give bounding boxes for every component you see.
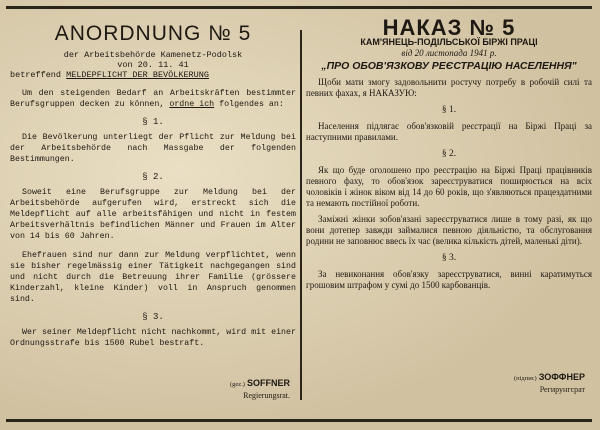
ukrainian-paragraph-2: Як що буде оголошено про реєстрацію на Біржі Праці працівників певного фаху, то обов'язок зареєструватися поширюється на всіх чоловіків і жінок віком від 14 до 60 років, що з'являються працездатними та немають постійної роботи. — [306, 165, 592, 208]
ukrainian-title: НАКАЗ № 5 — [382, 15, 516, 40]
german-title: ANORDNUNG № 5 — [54, 22, 252, 45]
german-subject-main: MELDEPFLICHT DER BEVÖLKERUNG — [66, 70, 209, 80]
german-signature-prefix: (gez.) — [230, 381, 245, 388]
ukrainian-signature-prefix: (підпис) — [513, 375, 537, 382]
german-section-3: § 3. — [142, 312, 164, 322]
ukrainian-subtitle: „ПРО ОБОВ'ЯЗКОВУ РЕЄСТРАЦІЮ НАСЕЛЕННЯ" — [321, 60, 577, 72]
german-section-1: § 1. — [142, 117, 164, 127]
german-signature — [150, 378, 290, 401]
ukrainian-paragraph-3: Заміжні жінки зобов'язані зареєструватися лише в тому разі, як що вони дотепер завжди займалися певною діяльністю, та обслуговання родини не заповнює ввесь їх час (велика кількість дітей, маленькі діти). — [306, 214, 592, 246]
ukrainian-section-1: § 1. — [441, 105, 457, 115]
ukrainian-section-2: § 2. — [441, 149, 457, 159]
german-subject-prefix: betreffend — [10, 70, 62, 80]
bottom-border-line — [6, 419, 592, 422]
german-authority: der Arbeitsbehörde Kamenetz-Podolsk — [63, 50, 243, 60]
german-signature-name: SOFFNER — [246, 378, 290, 388]
german-intro-end: folgendes an: — [219, 100, 284, 109]
german-intro-text: Um den steigenden Bedarf an Arbeitskräften bestimmter Berufsgruppen decken zu können, — [10, 89, 296, 109]
column-divider — [300, 30, 302, 400]
german-paragraph-3: Ehefrauen sind nur dann zur Meldung verpflichtet, wenn sie bisher regelmässig einer Tätigkeit nachgegangen sind und nicht durch die Betreuung ihrer Familie (grössere Kinderzahl, kleine Kinder) voll in Anspruch genommen sind. — [10, 251, 296, 304]
german-paragraph-4: Wer seiner Meldepflicht nicht nachkommt, wird mit einer Ordnungsstrafe bis 1500 Rubel bestraft. — [10, 328, 296, 348]
german-column — [10, 14, 296, 349]
german-signature-title: Regierungsrat. — [243, 391, 290, 400]
german-subject — [10, 70, 296, 80]
ukrainian-paragraph-4: За невиконання обов'язку зареєструватися, винні каратимуться грошовим штрафом у сумі до 1500 карбованців. — [306, 269, 592, 290]
ukrainian-date: від 20 листопада 1941 р. — [401, 48, 497, 58]
ukrainian-signature-name: ЗОФФНЕР — [538, 372, 585, 382]
german-date: von 20. 11. 41 — [117, 60, 189, 70]
ukrainian-authority: КАМ'ЯНЕЦЬ-ПОДІЛЬСЬКОЇ БІРЖІ ПРАЦІ — [360, 37, 538, 47]
ukrainian-column — [306, 14, 592, 291]
ukrainian-intro: Щоби мати змогу задовольнити ростучу потребу в робочій силі та певних фахах, я НАКАЗУЮ: — [306, 77, 592, 98]
german-section-2: § 2. — [142, 172, 164, 182]
german-paragraph-1: Die Bevölkerung unterliegt der Pflicht zur Meldung bei der Arbeitsbehörde nach Massgabe der folgenden Bestimmungen. — [10, 133, 296, 164]
ukrainian-signature-title: Регирунгсрат — [539, 385, 585, 394]
german-intro-underlined: ordne ich — [169, 100, 215, 109]
ukrainian-paragraph-1: Населення підлягає обов'язковій реєстрації на Біржі Праці за наступними правилами. — [306, 121, 592, 142]
ukrainian-section-3: § 3. — [441, 253, 457, 263]
ukrainian-signature — [440, 372, 585, 395]
german-paragraph-2: Soweit eine Berufsgruppe zur Meldung bei der Arbeitsbehörde aufgerufen wird, erstreckt sich die Meldepflicht auf alle arbeitsfähigen und nicht in festem Arbeitsverhältnis befindlichen Männer und Frauen im Alter von 14 bis 60 Jahren. — [10, 188, 296, 241]
german-intro — [10, 88, 296, 110]
top-border-line — [6, 6, 592, 9]
